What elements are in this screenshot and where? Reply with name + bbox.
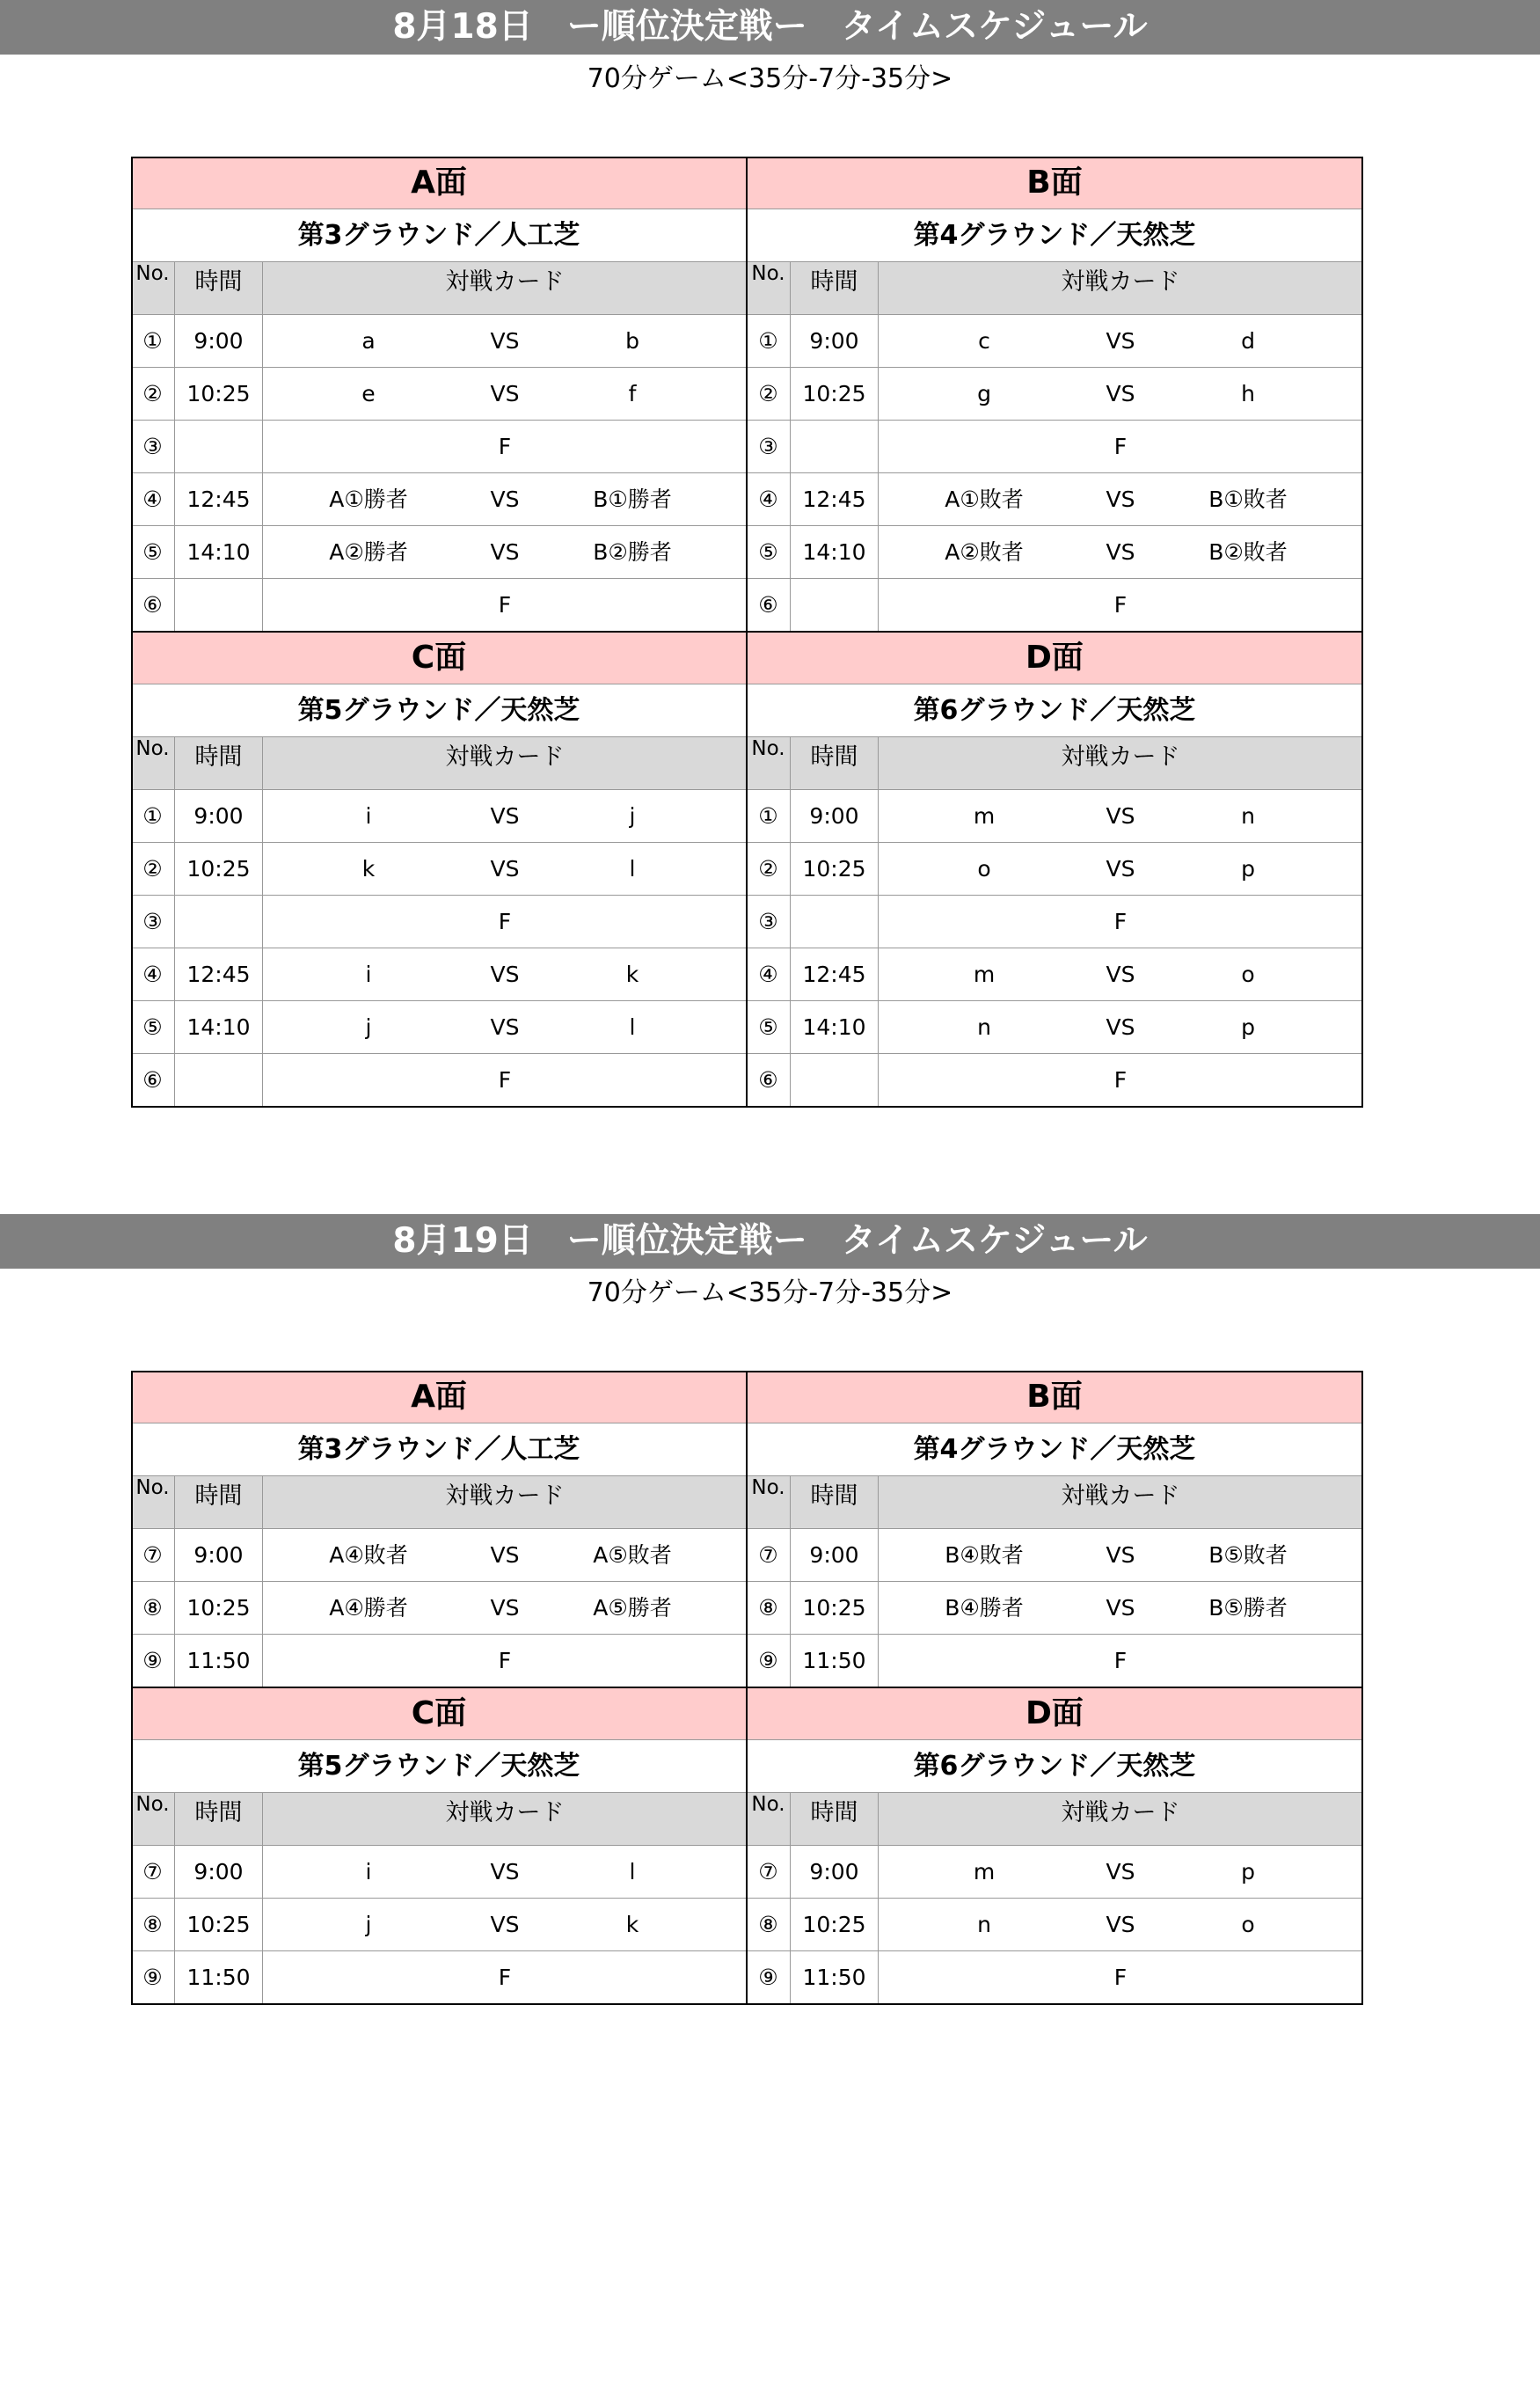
match-time: 10:25 xyxy=(791,843,879,895)
header-no: No. xyxy=(747,1793,791,1845)
match-number: ⑨ xyxy=(131,1951,175,2003)
header-no: No. xyxy=(131,1793,175,1845)
match-card xyxy=(879,790,1362,842)
away-team: B①敗者 xyxy=(1208,487,1288,512)
field-name: A面 xyxy=(131,157,747,209)
home-team: o xyxy=(977,856,991,882)
match-row xyxy=(131,526,747,579)
match-row xyxy=(131,421,747,473)
match-number: ⑥ xyxy=(747,1054,791,1106)
home-team: a xyxy=(361,328,376,354)
match-row xyxy=(131,1001,747,1054)
header-match: 対戦カード xyxy=(1061,268,1180,296)
column-header-row xyxy=(747,1793,1362,1846)
day-title-banner: 8月18日 ー順位決定戦ー タイムスケジュール xyxy=(0,0,1540,55)
match-card xyxy=(879,1529,1362,1581)
match-full-label: F xyxy=(498,1648,512,1673)
away-team: o xyxy=(1241,1912,1255,1937)
home-team: g xyxy=(977,381,991,406)
home-team: A④勝者 xyxy=(329,1595,408,1621)
match-card xyxy=(263,1635,747,1687)
away-team: o xyxy=(1241,962,1255,987)
header-match: 対戦カード xyxy=(445,1799,565,1826)
vs-label: VS xyxy=(1106,803,1135,829)
vs-label: VS xyxy=(490,1595,520,1621)
match-row xyxy=(747,1635,1362,1687)
vs-label: VS xyxy=(1106,856,1135,882)
match-number: ① xyxy=(747,790,791,842)
match-time: 10:25 xyxy=(791,1899,879,1950)
match-row xyxy=(131,948,747,1001)
home-team: B④敗者 xyxy=(945,1542,1024,1568)
ground-name: 第4グラウンド／天然芝 xyxy=(747,1423,1362,1476)
match-number: ② xyxy=(747,843,791,895)
vs-label: VS xyxy=(1106,1859,1135,1884)
match-card xyxy=(879,579,1362,631)
home-team: k xyxy=(361,856,376,882)
home-team: j xyxy=(365,1014,372,1040)
away-team: B②敗者 xyxy=(1208,539,1288,565)
match-number: ⑦ xyxy=(131,1529,175,1581)
match-number: ⑧ xyxy=(131,1582,175,1634)
home-team: A②敗者 xyxy=(945,539,1024,565)
vs-label: VS xyxy=(490,962,520,987)
match-full-label: F xyxy=(498,592,512,618)
match-card xyxy=(879,896,1362,948)
match-card xyxy=(263,1001,747,1053)
match-number: ④ xyxy=(131,948,175,1000)
header-no: No. xyxy=(131,1476,175,1528)
match-number: ① xyxy=(747,315,791,367)
away-team: k xyxy=(625,1912,639,1937)
match-time: 14:10 xyxy=(175,526,263,578)
header-match: 対戦カード xyxy=(445,1482,565,1510)
match-card xyxy=(263,896,747,948)
match-card xyxy=(879,1951,1362,2003)
match-time xyxy=(175,421,263,472)
header-time: 時間 xyxy=(175,262,263,314)
match-row xyxy=(131,579,747,632)
column-header-row xyxy=(131,262,747,315)
match-row xyxy=(131,790,747,843)
vs-label: VS xyxy=(490,328,520,354)
match-card xyxy=(879,473,1362,525)
match-card xyxy=(263,526,747,578)
vs-label: VS xyxy=(1106,1014,1135,1040)
header-no: No. xyxy=(747,1476,791,1528)
match-full-label: F xyxy=(1113,592,1128,618)
match-time: 10:25 xyxy=(175,1582,263,1634)
match-card xyxy=(263,579,747,631)
field-table-d xyxy=(747,632,1362,1107)
match-full-label: F xyxy=(1113,1648,1128,1673)
match-row xyxy=(747,579,1362,632)
match-card xyxy=(263,1951,747,2003)
away-team: B①勝者 xyxy=(593,487,672,512)
match-card xyxy=(263,421,747,472)
match-time: 9:00 xyxy=(175,1846,263,1898)
field-table-c xyxy=(131,1687,747,2004)
column-header-row xyxy=(131,737,747,790)
match-time: 11:50 xyxy=(791,1951,879,2003)
match-time: 9:00 xyxy=(791,790,879,842)
match-number: ⑤ xyxy=(747,1001,791,1053)
match-card xyxy=(263,368,747,420)
vs-label: VS xyxy=(1106,1542,1135,1568)
match-number: ③ xyxy=(747,896,791,948)
vs-label: VS xyxy=(490,1912,520,1937)
field-table-c xyxy=(131,632,747,1107)
match-row xyxy=(131,368,747,421)
match-row xyxy=(131,1054,747,1107)
match-card xyxy=(879,1899,1362,1950)
vs-label: VS xyxy=(1106,962,1135,987)
vs-label: VS xyxy=(490,487,520,512)
match-number: ④ xyxy=(131,473,175,525)
match-number: ③ xyxy=(747,421,791,472)
match-row xyxy=(747,1951,1362,2004)
match-row xyxy=(747,526,1362,579)
match-row xyxy=(131,1582,747,1635)
header-no: No. xyxy=(747,262,791,314)
match-time: 9:00 xyxy=(175,790,263,842)
match-card xyxy=(263,1529,747,1581)
match-number: ③ xyxy=(131,421,175,472)
match-full-label: F xyxy=(1113,909,1128,934)
match-row xyxy=(131,1951,747,2004)
match-number: ⑤ xyxy=(747,526,791,578)
vs-label: VS xyxy=(1106,328,1135,354)
match-row xyxy=(747,1529,1362,1582)
match-time: 14:10 xyxy=(791,1001,879,1053)
vs-label: VS xyxy=(1106,1912,1135,1937)
header-match: 対戦カード xyxy=(1061,1799,1180,1826)
match-card xyxy=(879,368,1362,420)
match-card xyxy=(879,843,1362,895)
field-name: D面 xyxy=(747,1687,1362,1740)
match-row xyxy=(747,1846,1362,1899)
match-row xyxy=(747,421,1362,473)
match-card xyxy=(879,315,1362,367)
match-time: 9:00 xyxy=(791,1529,879,1581)
match-card xyxy=(263,315,747,367)
game-format-subtitle: 70分ゲーム<35分-7分-35分> xyxy=(587,63,953,94)
match-time: 12:45 xyxy=(791,948,879,1000)
away-team: n xyxy=(1241,803,1255,829)
away-team: l xyxy=(629,856,636,882)
match-card xyxy=(879,421,1362,472)
header-time: 時間 xyxy=(791,1793,879,1845)
away-team: k xyxy=(625,962,639,987)
away-team: f xyxy=(628,381,637,406)
match-number: ② xyxy=(747,368,791,420)
match-time: 11:50 xyxy=(175,1635,263,1687)
match-number: ⑥ xyxy=(131,1054,175,1106)
away-team: p xyxy=(1241,856,1255,882)
home-team: c xyxy=(978,328,990,354)
match-row xyxy=(747,843,1362,896)
match-number: ④ xyxy=(747,948,791,1000)
match-time xyxy=(791,1054,879,1106)
field-table-a xyxy=(131,1371,747,1687)
home-team: m xyxy=(973,962,996,987)
match-time xyxy=(791,579,879,631)
match-row xyxy=(747,315,1362,368)
match-card xyxy=(263,790,747,842)
ground-name: 第6グラウンド／天然芝 xyxy=(747,1740,1362,1793)
field-name: B面 xyxy=(747,157,1362,209)
match-time: 12:45 xyxy=(175,948,263,1000)
match-row xyxy=(131,1899,747,1951)
vs-label: VS xyxy=(1106,381,1135,406)
match-full-label: F xyxy=(498,1965,512,1990)
match-full-label: F xyxy=(498,434,512,459)
ground-name: 第6グラウンド／天然芝 xyxy=(747,684,1362,737)
home-team: i xyxy=(365,962,372,987)
match-row xyxy=(131,1635,747,1687)
day-section xyxy=(0,0,1540,1179)
match-time: 10:25 xyxy=(791,1582,879,1634)
home-team: m xyxy=(973,1859,996,1884)
away-team: b xyxy=(625,328,639,354)
match-card xyxy=(879,1054,1362,1106)
match-number: ③ xyxy=(131,896,175,948)
header-match: 対戦カード xyxy=(445,268,565,296)
away-team: p xyxy=(1241,1859,1255,1884)
match-number: ⑧ xyxy=(747,1582,791,1634)
column-header-row xyxy=(747,1476,1362,1529)
match-number: ⑥ xyxy=(747,579,791,631)
match-number: ① xyxy=(131,790,175,842)
match-time xyxy=(175,896,263,948)
match-card xyxy=(879,1001,1362,1053)
ground-name: 第4グラウンド／天然芝 xyxy=(747,209,1362,262)
match-time: 9:00 xyxy=(791,1846,879,1898)
match-row xyxy=(131,843,747,896)
match-row xyxy=(131,1846,747,1899)
match-card xyxy=(263,1582,747,1634)
home-team: j xyxy=(365,1912,372,1937)
column-header-row xyxy=(747,737,1362,790)
vs-label: VS xyxy=(490,1542,520,1568)
away-team: A⑤敗者 xyxy=(593,1542,672,1568)
header-match: 対戦カード xyxy=(1061,1482,1180,1510)
match-number: ② xyxy=(131,843,175,895)
away-team: B⑤敗者 xyxy=(1208,1542,1288,1568)
match-card xyxy=(263,1846,747,1898)
column-header-row xyxy=(131,1476,747,1529)
field-table-b xyxy=(747,157,1362,632)
match-number: ⑦ xyxy=(131,1846,175,1898)
game-format-subtitle: 70分ゲーム<35分-7分-35分> xyxy=(587,1277,953,1308)
match-full-label: F xyxy=(1113,434,1128,459)
match-time xyxy=(175,579,263,631)
match-time: 10:25 xyxy=(175,1899,263,1950)
match-number: ⑨ xyxy=(747,1951,791,2003)
vs-label: VS xyxy=(1106,487,1135,512)
home-team: i xyxy=(365,1859,372,1884)
match-time: 9:00 xyxy=(791,315,879,367)
field-name: C面 xyxy=(131,632,747,684)
match-time xyxy=(175,1054,263,1106)
vs-label: VS xyxy=(490,803,520,829)
match-card xyxy=(879,1846,1362,1898)
match-time: 9:00 xyxy=(175,1529,263,1581)
home-team: A①勝者 xyxy=(329,487,408,512)
match-card xyxy=(263,843,747,895)
match-number: ⑤ xyxy=(131,1001,175,1053)
field-name: A面 xyxy=(131,1371,747,1423)
match-time: 10:25 xyxy=(175,843,263,895)
home-team: i xyxy=(365,803,372,829)
match-full-label: F xyxy=(1113,1965,1128,1990)
header-time: 時間 xyxy=(175,1476,263,1528)
field-name: C面 xyxy=(131,1687,747,1740)
field-name: B面 xyxy=(747,1371,1362,1423)
home-team: A④敗者 xyxy=(329,1542,408,1568)
match-time: 10:25 xyxy=(791,368,879,420)
match-card xyxy=(263,948,747,1000)
home-team: B④勝者 xyxy=(945,1595,1024,1621)
match-number: ① xyxy=(131,315,175,367)
vs-label: VS xyxy=(490,856,520,882)
match-card xyxy=(879,1635,1362,1687)
header-time: 時間 xyxy=(791,1476,879,1528)
home-team: A①敗者 xyxy=(945,487,1024,512)
match-row xyxy=(747,1582,1362,1635)
match-row xyxy=(747,473,1362,526)
column-header-row xyxy=(131,1793,747,1846)
ground-name: 第3グラウンド／人工芝 xyxy=(131,209,747,262)
field-table-a xyxy=(131,157,747,632)
match-number: ⑨ xyxy=(131,1635,175,1687)
match-time: 14:10 xyxy=(175,1001,263,1053)
vs-label: VS xyxy=(490,539,520,565)
ground-name: 第3グラウンド／人工芝 xyxy=(131,1423,747,1476)
match-full-label: F xyxy=(1113,1067,1128,1093)
match-time: 12:45 xyxy=(175,473,263,525)
match-row xyxy=(747,790,1362,843)
match-number: ⑧ xyxy=(747,1899,791,1950)
match-card xyxy=(879,526,1362,578)
ground-name: 第5グラウンド／天然芝 xyxy=(131,684,747,737)
field-table-d xyxy=(747,1687,1362,2004)
match-card xyxy=(263,473,747,525)
match-row xyxy=(131,315,747,368)
away-team: l xyxy=(629,1859,636,1884)
fields-grid xyxy=(131,157,1363,1107)
vs-label: VS xyxy=(1106,539,1135,565)
home-team: A②勝者 xyxy=(329,539,408,565)
vs-label: VS xyxy=(1106,1595,1135,1621)
match-full-label: F xyxy=(498,1067,512,1093)
header-no: No. xyxy=(131,737,175,789)
match-card xyxy=(879,1582,1362,1634)
match-number: ⑦ xyxy=(747,1846,791,1898)
match-time: 10:25 xyxy=(175,368,263,420)
match-number: ⑧ xyxy=(131,1899,175,1950)
match-row xyxy=(747,948,1362,1001)
match-row xyxy=(747,1054,1362,1107)
header-match: 対戦カード xyxy=(1061,743,1180,771)
away-team: p xyxy=(1241,1014,1255,1040)
header-time: 時間 xyxy=(791,737,879,789)
column-header-row xyxy=(747,262,1362,315)
header-time: 時間 xyxy=(791,262,879,314)
home-team: m xyxy=(973,803,996,829)
match-time: 11:50 xyxy=(791,1635,879,1687)
match-number: ⑨ xyxy=(747,1635,791,1687)
header-no: No. xyxy=(747,737,791,789)
away-team: B②勝者 xyxy=(593,539,672,565)
match-row xyxy=(747,368,1362,421)
away-team: A⑤勝者 xyxy=(593,1595,672,1621)
fields-grid xyxy=(131,1371,1363,2004)
match-number: ② xyxy=(131,368,175,420)
ground-name: 第5グラウンド／天然芝 xyxy=(131,1740,747,1793)
match-number: ⑤ xyxy=(131,526,175,578)
field-table-b xyxy=(747,1371,1362,1687)
match-row xyxy=(747,1001,1362,1054)
away-team: h xyxy=(1241,381,1255,406)
header-no: No. xyxy=(131,262,175,314)
vs-label: VS xyxy=(490,1859,520,1884)
match-time: 14:10 xyxy=(791,526,879,578)
match-row xyxy=(131,473,747,526)
home-team: n xyxy=(977,1912,991,1937)
match-card xyxy=(879,948,1362,1000)
away-team: l xyxy=(629,1014,636,1040)
match-row xyxy=(747,896,1362,948)
match-number: ④ xyxy=(747,473,791,525)
vs-label: VS xyxy=(490,381,520,406)
day-title-banner: 8月19日 ー順位決定戦ー タイムスケジュール xyxy=(0,1214,1540,1269)
match-time xyxy=(791,896,879,948)
match-row xyxy=(131,1529,747,1582)
away-team: d xyxy=(1241,328,1255,354)
field-name: D面 xyxy=(747,632,1362,684)
vs-label: VS xyxy=(490,1014,520,1040)
match-time xyxy=(791,421,879,472)
home-team: e xyxy=(361,381,376,406)
match-time: 11:50 xyxy=(175,1951,263,2003)
match-time: 9:00 xyxy=(175,315,263,367)
away-team: j xyxy=(629,803,636,829)
match-card xyxy=(263,1054,747,1106)
match-number: ⑦ xyxy=(747,1529,791,1581)
match-number: ⑥ xyxy=(131,579,175,631)
header-match: 対戦カード xyxy=(445,743,565,771)
match-row xyxy=(131,896,747,948)
home-team: n xyxy=(977,1014,991,1040)
day-section xyxy=(0,1214,1540,2393)
match-card xyxy=(263,1899,747,1950)
header-time: 時間 xyxy=(175,737,263,789)
match-full-label: F xyxy=(498,909,512,934)
away-team: B⑤勝者 xyxy=(1208,1595,1288,1621)
header-time: 時間 xyxy=(175,1793,263,1845)
match-time: 12:45 xyxy=(791,473,879,525)
match-row xyxy=(747,1899,1362,1951)
